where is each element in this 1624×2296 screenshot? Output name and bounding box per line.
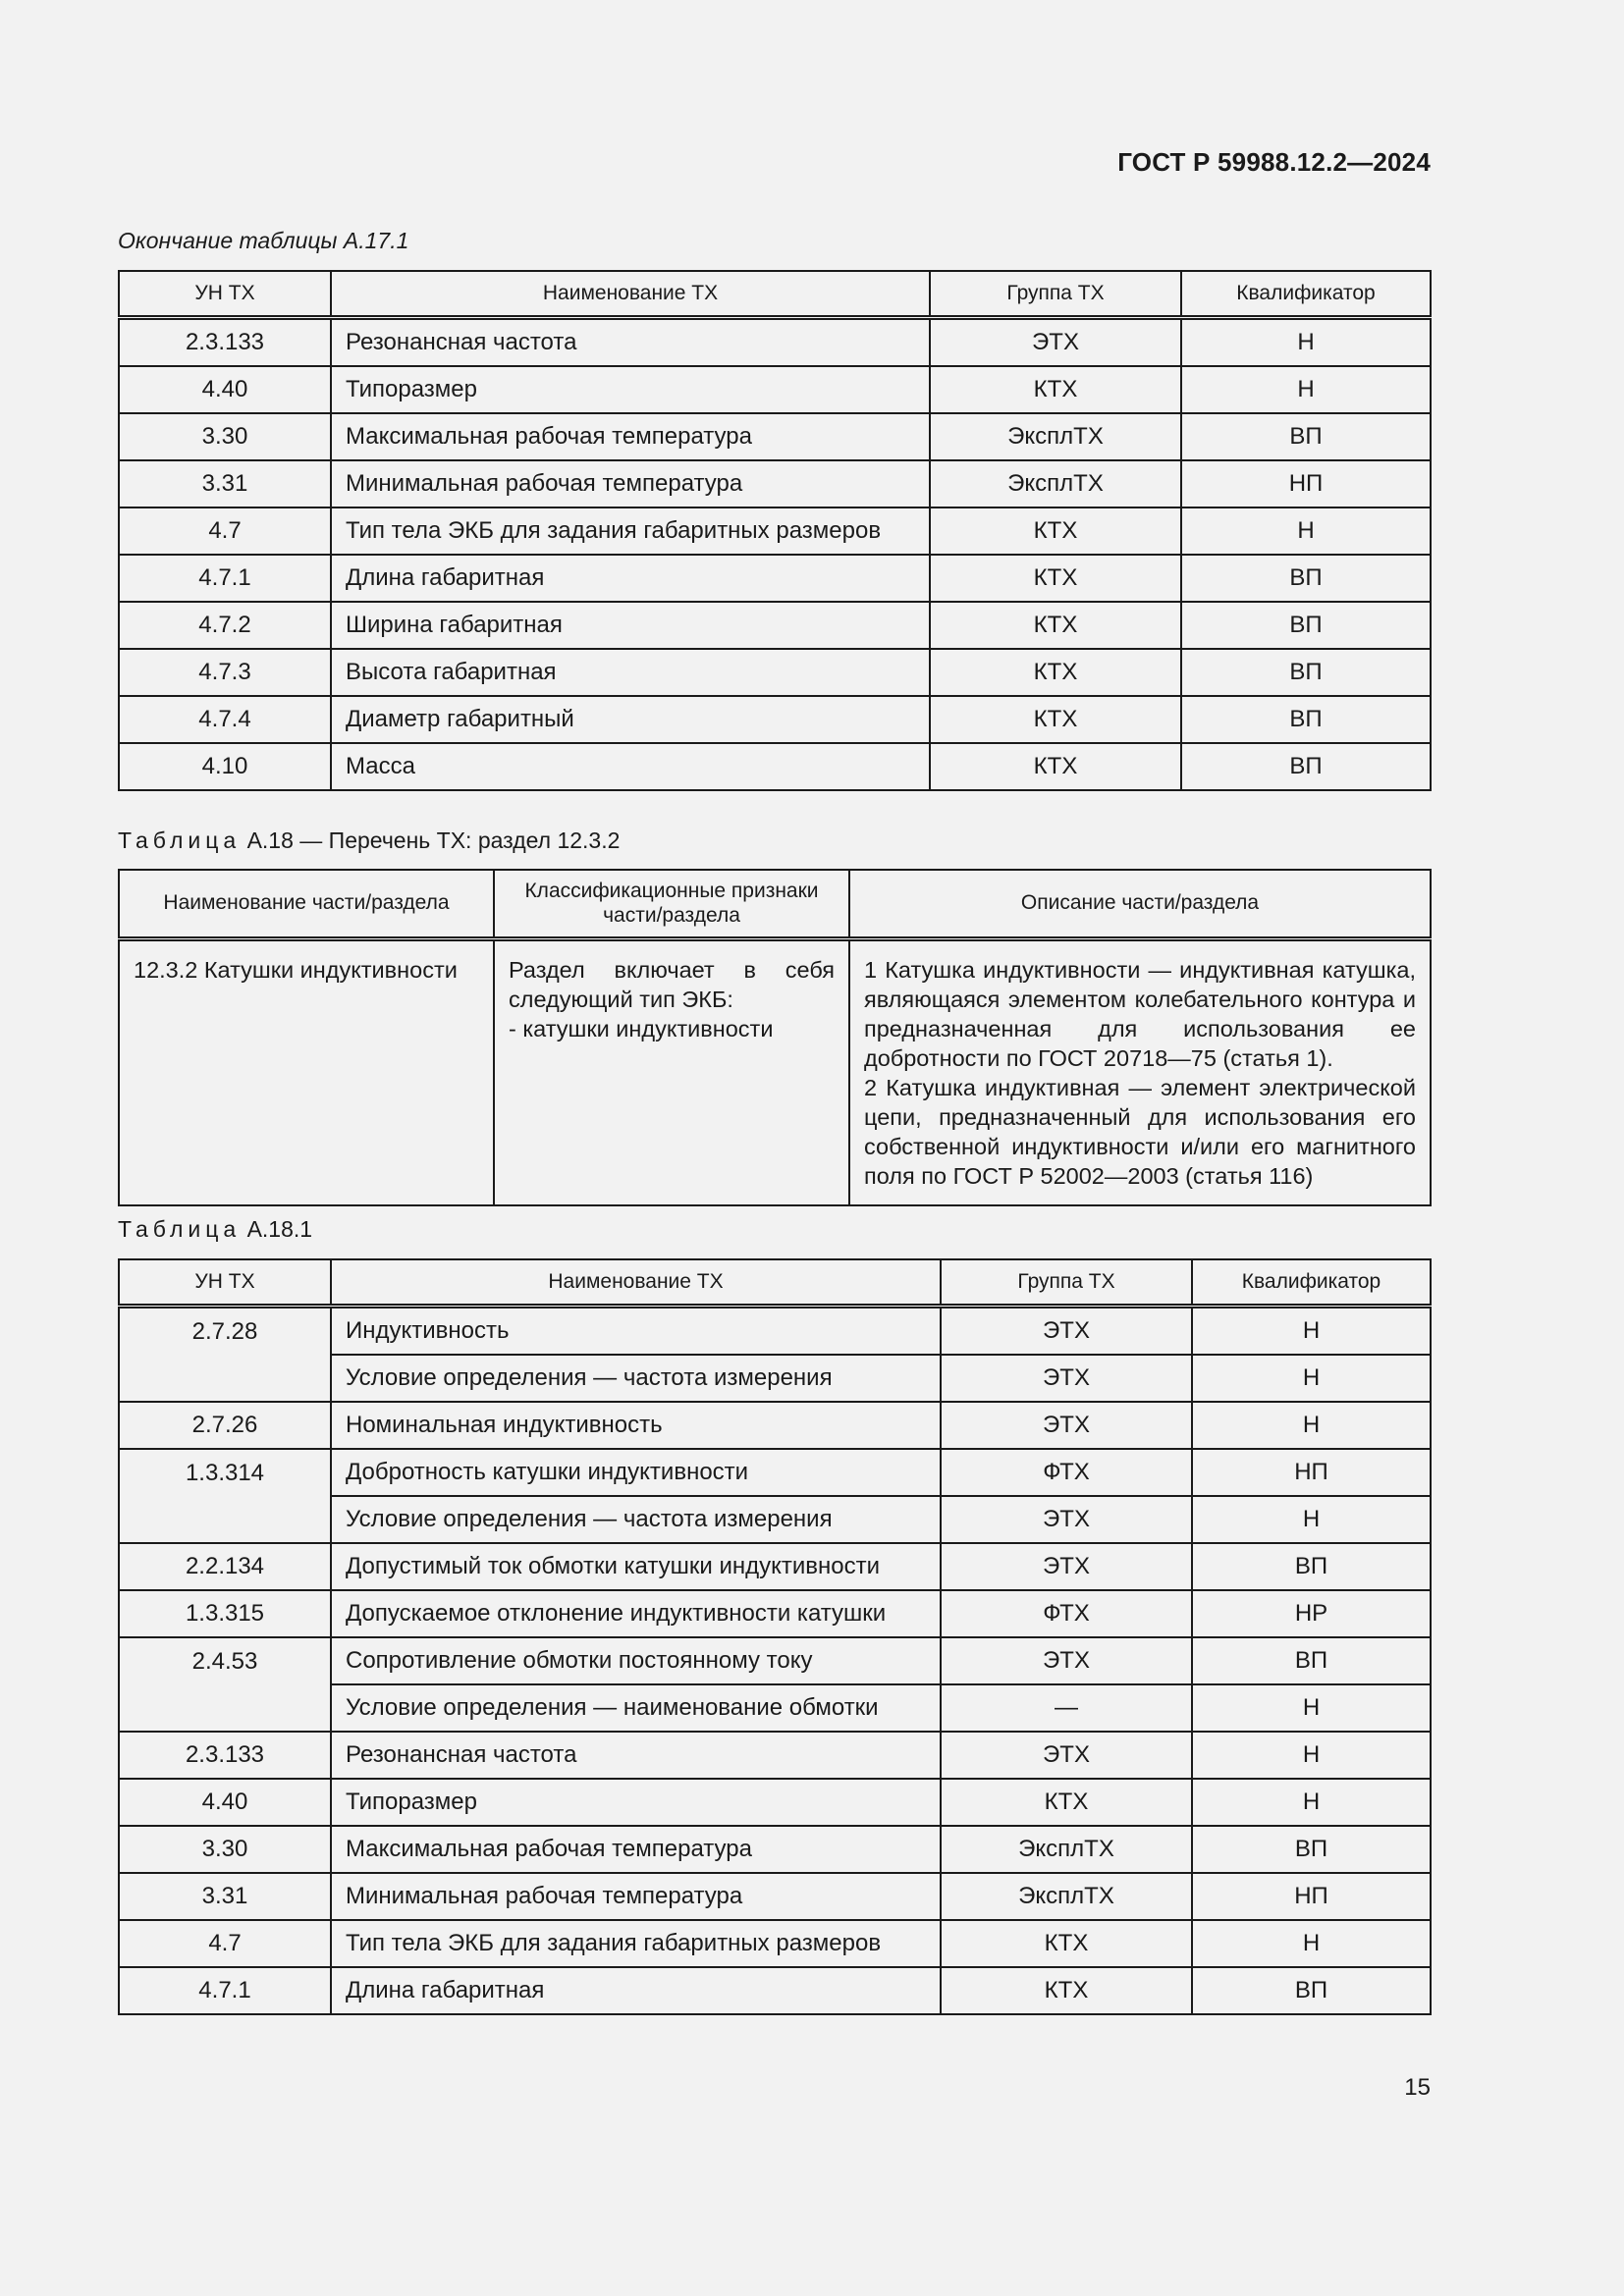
- table-cell: Н: [1192, 1684, 1431, 1732]
- table-cell: ЭТХ: [941, 1307, 1192, 1356]
- table-cell: 4.7.3: [119, 649, 331, 696]
- table-cell: Номинальная индуктивность: [331, 1402, 941, 1449]
- table-cell: 4.7.4: [119, 696, 331, 743]
- table-cell: КТХ: [930, 555, 1181, 602]
- table-cell: 2.3.133: [119, 318, 331, 367]
- table-cell: 2.7.28: [119, 1307, 331, 1403]
- table-row: [119, 1402, 1431, 1449]
- table-cell: 4.40: [119, 1779, 331, 1826]
- table-cell: 1.3.315: [119, 1590, 331, 1637]
- column-header: Квалификатор: [1192, 1259, 1431, 1307]
- table-cell: 3.31: [119, 460, 331, 507]
- table-cell: Типоразмер: [331, 366, 930, 413]
- table-cell: КТХ: [930, 696, 1181, 743]
- description-paragraph: 2 Катушка индуктивная — элемент электрической цепи, предназначенный для использования его собственной индуктивности и/или его магнитного поля по ГОСТ Р 52002—2003 (статья 116): [864, 1075, 1416, 1189]
- table-cell: Индуктивность: [331, 1307, 941, 1356]
- table-cell: Н: [1181, 507, 1431, 555]
- table-cell: НП: [1192, 1873, 1431, 1920]
- table-cell: КТХ: [930, 743, 1181, 790]
- table-row: [119, 602, 1431, 649]
- table-cell: Допустимый ток обмотки катушки индуктивности: [331, 1543, 941, 1590]
- table-a18-1: [118, 1258, 1432, 2015]
- table-cell: Максимальная рабочая температура: [331, 1826, 941, 1873]
- table-cell: Масса: [331, 743, 930, 790]
- table-cell: ВП: [1192, 1543, 1431, 1590]
- table2-caption-prefix: Таблица: [118, 828, 242, 853]
- table-cell: Н: [1192, 1307, 1431, 1356]
- table-row: [119, 1449, 1431, 1496]
- table-cell: Тип тела ЭКБ для задания габаритных размеров: [331, 507, 930, 555]
- description-cell: [849, 939, 1431, 1206]
- table-cell: ЭТХ: [941, 1732, 1192, 1779]
- table-cell: ЭТХ: [941, 1402, 1192, 1449]
- table-cell: 1.3.314: [119, 1449, 331, 1543]
- table-row: [119, 318, 1431, 367]
- table-row: [119, 743, 1431, 790]
- table-cell: ВП: [1181, 649, 1431, 696]
- table-row: [119, 413, 1431, 460]
- table-cell: Н: [1192, 1920, 1431, 1967]
- table-cell: Резонансная частота: [331, 1732, 941, 1779]
- table-cell: ВП: [1181, 743, 1431, 790]
- table-cell: Ширина габаритная: [331, 602, 930, 649]
- table-cell: ЭксплТХ: [930, 413, 1181, 460]
- table-cell: Н: [1192, 1355, 1431, 1402]
- table-row: [119, 649, 1431, 696]
- table-row: [119, 366, 1431, 413]
- table3-caption: [118, 1216, 312, 1243]
- table-cell: Условие определения — частота измерения: [331, 1496, 941, 1543]
- table-cell: Тип тела ЭКБ для задания габаритных размеров: [331, 1920, 941, 1967]
- table-row: [119, 696, 1431, 743]
- table-cell: 2.2.134: [119, 1543, 331, 1590]
- table2-caption: [118, 828, 620, 854]
- table-cell: Условие определения — наименование обмотки: [331, 1684, 941, 1732]
- table-cell: ВП: [1192, 1637, 1431, 1684]
- table-row: [119, 555, 1431, 602]
- table-cell: 2.4.53: [119, 1637, 331, 1732]
- table-cell: ФТХ: [941, 1590, 1192, 1637]
- table-cell: ЭксплТХ: [941, 1873, 1192, 1920]
- table-row: [119, 939, 1431, 1206]
- table-cell: Н: [1192, 1402, 1431, 1449]
- table-cell: 3.30: [119, 413, 331, 460]
- table-row: [119, 1779, 1431, 1826]
- table-cell: Минимальная рабочая температура: [331, 1873, 941, 1920]
- table3-caption-prefix: Таблица: [118, 1216, 242, 1242]
- table-cell: Максимальная рабочая температура: [331, 413, 930, 460]
- column-header: Классификационные признаки части/раздела: [494, 870, 849, 939]
- table-cell: 3.31: [119, 1873, 331, 1920]
- table-cell: Добротность катушки индуктивности: [331, 1449, 941, 1496]
- table-cell: ЭТХ: [941, 1355, 1192, 1402]
- table-row: [119, 1920, 1431, 1967]
- table2-caption-text: А.18 — Перечень ТХ: раздел 12.3.2: [241, 828, 621, 853]
- table-row: [119, 1967, 1431, 2014]
- table-row: [119, 1637, 1431, 1684]
- classification-cell: [494, 939, 849, 1206]
- table-cell: Сопротивление обмотки постоянному току: [331, 1637, 941, 1684]
- table-cell: НР: [1192, 1590, 1431, 1637]
- table-cell: Минимальная рабочая температура: [331, 460, 930, 507]
- page-number: 15: [1404, 2074, 1431, 2101]
- table-cell: 4.7.1: [119, 555, 331, 602]
- table-cell: Допускаемое отклонение индуктивности катушки: [331, 1590, 941, 1637]
- table-row: [119, 507, 1431, 555]
- column-header: Наименование ТХ: [331, 271, 930, 318]
- table-cell: КТХ: [930, 366, 1181, 413]
- table-cell: ЭТХ: [930, 318, 1181, 367]
- table-cell: ВП: [1181, 602, 1431, 649]
- table-cell: 2.7.26: [119, 1402, 331, 1449]
- table-header-row: [119, 1259, 1431, 1307]
- table-cell: НП: [1192, 1449, 1431, 1496]
- table-cell: КТХ: [930, 649, 1181, 696]
- column-header: УН ТХ: [119, 271, 331, 318]
- table-cell: 4.7: [119, 507, 331, 555]
- section-name-cell: 12.3.2 Катушки индуктивности: [119, 939, 494, 1206]
- table-row: [119, 460, 1431, 507]
- table-cell: Н: [1181, 366, 1431, 413]
- table-row: [119, 1826, 1431, 1873]
- table-cell: ЭксплТХ: [930, 460, 1181, 507]
- table-cell: 4.7.1: [119, 1967, 331, 2014]
- table-cell: ВП: [1181, 696, 1431, 743]
- table-cell: ВП: [1181, 555, 1431, 602]
- description-paragraph: 1 Катушка индуктивности — индуктивная катушка, являющаяся элементом колебательного контура и предназначенная для использования ее добротности по ГОСТ 20718—75 (статья 1).: [864, 957, 1416, 1071]
- table-cell: ЭТХ: [941, 1496, 1192, 1543]
- table-cell: ФТХ: [941, 1449, 1192, 1496]
- table-cell: Условие определения — частота измерения: [331, 1355, 941, 1402]
- column-header: УН ТХ: [119, 1259, 331, 1307]
- table-cell: 4.7.2: [119, 602, 331, 649]
- table-row: [119, 1307, 1431, 1356]
- table-cell: КТХ: [941, 1967, 1192, 2014]
- table-cell: ВП: [1192, 1826, 1431, 1873]
- table-cell: КТХ: [941, 1920, 1192, 1967]
- table-cell: Резонансная частота: [331, 318, 930, 367]
- table3-caption-text: А.18.1: [241, 1216, 313, 1242]
- table-cell: Длина габаритная: [331, 1967, 941, 2014]
- classification-text: Раздел включает в себя следующий тип ЭКБ:: [509, 957, 835, 1012]
- table-cell: Н: [1192, 1779, 1431, 1826]
- table-cell: КТХ: [930, 507, 1181, 555]
- table-cell: ЭТХ: [941, 1543, 1192, 1590]
- table-row: [119, 1543, 1431, 1590]
- column-header: Описание части/раздела: [849, 870, 1431, 939]
- table-cell: 4.40: [119, 366, 331, 413]
- classification-item: - катушки индуктивности: [509, 1016, 774, 1041]
- table-cell: ЭТХ: [941, 1637, 1192, 1684]
- table-row: [119, 1873, 1431, 1920]
- table-header-row: [119, 271, 1431, 318]
- table-cell: ВП: [1181, 413, 1431, 460]
- table-cell: Диаметр габаритный: [331, 696, 930, 743]
- table-cell: ВП: [1192, 1967, 1431, 2014]
- table-cell: Н: [1192, 1496, 1431, 1543]
- column-header: Группа ТХ: [930, 271, 1181, 318]
- table-cell: —: [941, 1684, 1192, 1732]
- table-row: [119, 1590, 1431, 1637]
- document-number: ГОСТ Р 59988.12.2—2024: [1117, 147, 1431, 177]
- table-cell: 2.3.133: [119, 1732, 331, 1779]
- table-cell: КТХ: [941, 1779, 1192, 1826]
- table-row: [119, 1732, 1431, 1779]
- table-cell: Н: [1181, 318, 1431, 367]
- table-cell: НП: [1181, 460, 1431, 507]
- column-header: Наименование части/раздела: [119, 870, 494, 939]
- table-header-row: [119, 870, 1431, 939]
- column-header: Группа ТХ: [941, 1259, 1192, 1307]
- table-a17-1-end: [118, 270, 1432, 791]
- column-header: Квалификатор: [1181, 271, 1431, 318]
- table-cell: 4.10: [119, 743, 331, 790]
- table-cell: 3.30: [119, 1826, 331, 1873]
- table-cell: ЭксплТХ: [941, 1826, 1192, 1873]
- table-cell: Н: [1192, 1732, 1431, 1779]
- column-header: Наименование ТХ: [331, 1259, 941, 1307]
- table-cell: Длина габаритная: [331, 555, 930, 602]
- table-cell: 4.7: [119, 1920, 331, 1967]
- table-cell: Типоразмер: [331, 1779, 941, 1826]
- table-a18: [118, 869, 1432, 1206]
- table-cell: Высота габаритная: [331, 649, 930, 696]
- table1-caption: Окончание таблицы А.17.1: [118, 228, 409, 253]
- table-cell: КТХ: [930, 602, 1181, 649]
